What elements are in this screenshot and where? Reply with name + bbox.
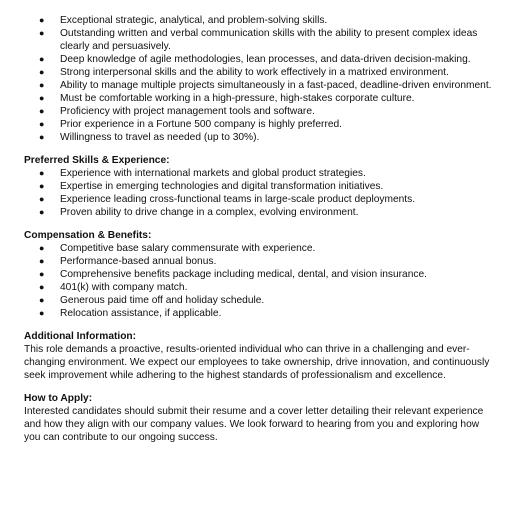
requirements-list: [24, 14, 492, 144]
list-item: ● Expertise in emerging technologies and digital transformation initiatives.: [39, 181, 384, 192]
list-item: ● Generous paid time off and holiday schedule.: [39, 295, 265, 306]
list-item: ● Relocation assistance, if applicable.: [39, 308, 222, 319]
bullet-icon: ●: [39, 181, 45, 191]
bullet-icon: ●: [39, 119, 45, 129]
compensation-list: [24, 242, 492, 320]
bullet-icon: ●: [39, 207, 45, 217]
list-item: ● Proficiency with project management tools and software.: [39, 106, 315, 117]
list-item: ● Strong interpersonal skills and the ability to work effectively in a matrixed environment.: [39, 67, 449, 78]
preferred-skills-list: [24, 167, 492, 219]
how-to-apply-text: Interested candidates should submit their resume and a cover letter detailing their relevant experience and how they align with our company values. We look forward to hearing from you and exploring how you can contribute to our ongoing success.: [24, 406, 484, 443]
bullet-icon: ●: [39, 269, 45, 279]
list-item: ● Proven ability to drive change in a complex, evolving environment.: [39, 207, 359, 218]
list-item: ● Prior experience in a Fortune 500 company is highly preferred.: [39, 119, 343, 130]
bullet-icon: ●: [39, 295, 45, 305]
list-item: ● 401(k) with company match.: [39, 282, 188, 293]
preferred-skills-heading: Preferred Skills & Experience:: [24, 155, 170, 166]
compensation-heading: Compensation & Benefits:: [24, 230, 152, 241]
list-item: ● Experience with international markets and global product strategies.: [39, 168, 366, 179]
list-item: ● Must be comfortable working in a high-pressure, high-stakes corporate culture.: [39, 93, 415, 104]
bullet-icon: ●: [39, 132, 45, 142]
bullet-icon: ●: [39, 243, 45, 253]
bullet-icon: ●: [39, 106, 45, 116]
list-item: ● Comprehensive benefits package including medical, dental, and vision insurance.: [39, 269, 427, 280]
list-item: ● Outstanding written and verbal communication skills with the ability to present complex ideas clearly and persuasively.: [39, 28, 478, 52]
list-item: ● Ability to manage multiple projects simultaneously in a fast-paced, deadline-driven environment.: [39, 80, 492, 91]
list-item: ● Performance-based annual bonus.: [39, 256, 217, 267]
bullet-icon: ●: [39, 194, 45, 204]
bullet-icon: ●: [39, 93, 45, 103]
bullet-icon: ●: [39, 67, 45, 77]
list-item: ● Competitive base salary commensurate with experience.: [39, 243, 316, 254]
bullet-icon: ●: [39, 54, 45, 64]
bullet-icon: ●: [39, 256, 45, 266]
bullet-icon: ●: [39, 282, 45, 292]
additional-info-text: This role demands a proactive, results-oriented individual who can thrive in a challenging and ever-changing environment. We expect our employees to take ownership, drive innovation, and continuously seek improvement while adhering to the highest standards of professionalism and excellence.: [24, 344, 490, 381]
how-to-apply-heading: How to Apply:: [24, 393, 93, 404]
bullet-icon: ●: [39, 28, 45, 38]
bullet-icon: ●: [39, 15, 45, 25]
bullet-icon: ●: [39, 308, 45, 318]
bullet-icon: ●: [39, 168, 45, 178]
additional-info-heading: Additional Information:: [24, 331, 137, 342]
bullet-icon: ●: [39, 80, 45, 90]
list-item: ● Willingness to travel as needed (up to 30%).: [39, 132, 260, 143]
list-item: ● Experience leading cross-functional teams in large-scale product deployments.: [39, 194, 416, 205]
list-item: ● Exceptional strategic, analytical, and problem-solving skills.: [39, 15, 328, 26]
list-item: ● Deep knowledge of agile methodologies, lean processes, and data-driven decision-making.: [39, 54, 471, 65]
